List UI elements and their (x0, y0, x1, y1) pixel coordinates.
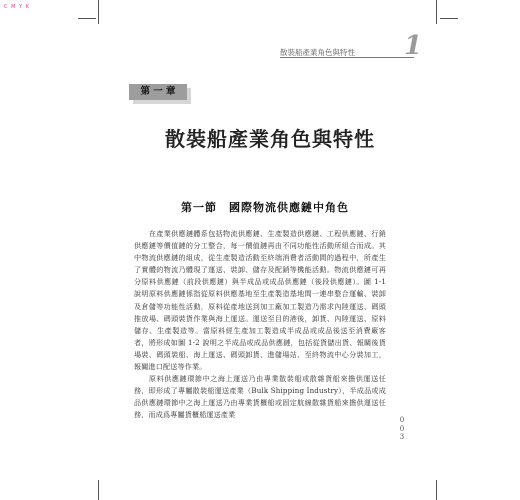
page-number-digit: 3 (399, 433, 405, 441)
body-paragraph: 在產業供應鏈體系包括物流供應鏈、生產製造供應鏈、工程供應鏈、行銷供應鏈等價值鏈的分工整合，每一價值鏈再由不同功能性活動所組合而成。其中物流供應鏈的組成，從生產製造活動至終端消費者活動間的過程中，所產生了實體的物流乃體現了運送、裝卸、儲存及配銷等機能活動。物流供應鏈可再分原料供應鏈（前段供應鏈）與半成品或成品供應鏈（後段供應鏈）。圖 1-1 說明原料供應鏈係指從原料供應基地至生產製造基地間一連串整合運輸、裝卸及倉儲等功能性活動，原料從產地送到加工廠加工製造乃需求內陸運送、碼頭推放場、碼頭裝貨作業與海上運送。運送至目的港後，卸貨、內陸運送、原料儲存、生產製造等。當原料經生產加工製造成半成品或成品後送至消費廠客者，將形成如圖 1-2 說明之半成品或成品供應鏈，包括從貨儲出貨、報關後貨場裝、碼頭裝船、海上運送、碼頭卸貨、進儲場站、至終物流中心分裝加工，報關進口配送等作業。 (134, 229, 386, 372)
body-paragraph: 原料供應鏈環節中之海上運送乃由專業散裝船或散雜貨船來擔供運送任務，即形成了專屬散裝船運送產業（Bulk Shipping Industry），半成品或成品供應鏈環節中之海上運送乃由專業貨櫃船或固定航線散雜貨船來擔供運送任務，而成爲專屬貨櫃船運送產業 (134, 374, 386, 420)
chapter-title: 散裝船產業角色與特性 (165, 127, 375, 151)
chapter-label: 第 一 章 (129, 84, 187, 100)
running-header-title: 散裝船產業角色與特性 (280, 48, 355, 57)
chapter-number-marker: 1 (403, 31, 423, 61)
body-text (134, 228, 386, 474)
crop-mark-bottom-left (98, 480, 99, 500)
page-number-digit: 0 (399, 424, 405, 433)
crop-mark-top-left-h (78, 18, 96, 19)
crop-mark-top-left (98, 0, 99, 24)
page-number-digit: 0 (399, 416, 405, 424)
crop-mark-top-right (436, 0, 437, 24)
crop-mark-top-right-h (440, 18, 458, 19)
section-heading: 第一節 國際物流供應鏈中角色 (181, 201, 349, 214)
page-number (398, 416, 406, 442)
header-rule (280, 57, 414, 58)
cmyk-print-mark: C M Y K (4, 4, 30, 10)
crop-mark-bottom-right (436, 480, 437, 500)
